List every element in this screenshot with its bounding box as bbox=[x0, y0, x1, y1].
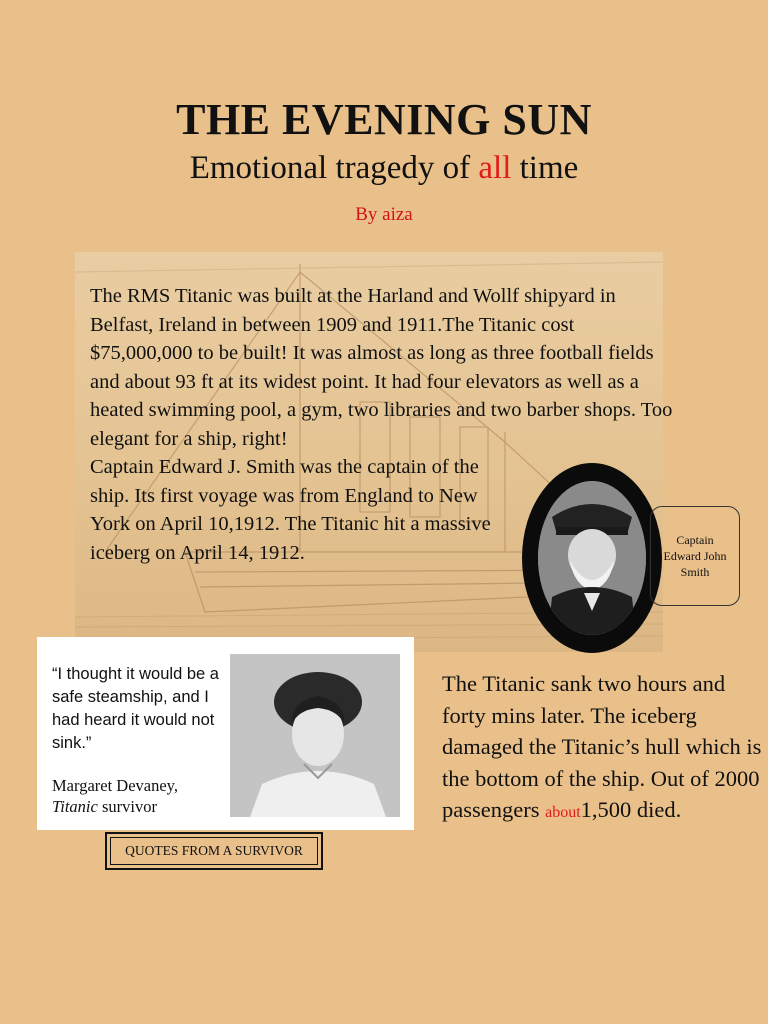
survivor-quote: “I thought it would be a safe steamship, and I had heard it would not sink.” bbox=[52, 665, 219, 752]
survivor-portrait-icon bbox=[230, 654, 400, 817]
survivor-name: Margaret Devaney, bbox=[52, 776, 178, 795]
article-paragraph-1: The RMS Titanic was built at the Harland and Wollf shipyard in Belfast, Ireland in between 1909 and 1911.The Titanic cost $75,000,000 to be built! It was almost as long as three football fields and about 93 ft at its widest point. It had four elevators as well as a heated swimming pool, a gym, two libraries and two barber shops. Too elegant for a ship, right! bbox=[90, 285, 673, 450]
about-accent: about bbox=[545, 804, 581, 821]
headline-post: time bbox=[511, 150, 579, 186]
newspaper-title: THE EVENING SUN bbox=[176, 95, 592, 144]
survivor-role-italic: Titanic bbox=[52, 797, 98, 816]
survivor-photo bbox=[230, 654, 400, 817]
masthead bbox=[0, 92, 768, 188]
captain-caption-text: Captain Edward John Smith bbox=[663, 533, 727, 579]
quote-attribution bbox=[52, 775, 232, 817]
quotes-label-text: QUOTES FROM A SURVIVOR bbox=[125, 843, 303, 858]
second-article-tail: 1,500 died. bbox=[580, 797, 682, 822]
captain-photo bbox=[538, 481, 646, 635]
byline: By aiza bbox=[355, 204, 413, 225]
article-paragraph-2: Captain Edward J. Smith was the captain of the ship. Its first voyage was from England to New York on April 10,1912. The Titanic hit a massive iceberg on April 14, 1912. bbox=[90, 456, 491, 564]
second-article-text: The Titanic sank two hours and forty mins later. The iceberg damaged the Titanic’s hull which is the bottom of the ship. Out of 2000 passengers bbox=[442, 671, 762, 822]
survivor-quote-card bbox=[37, 637, 414, 830]
headline-accent: all bbox=[478, 150, 512, 186]
captain-caption bbox=[650, 506, 740, 606]
captain-portrait-icon bbox=[538, 481, 646, 635]
headline bbox=[0, 148, 768, 188]
quotes-label-box bbox=[105, 832, 323, 870]
captain-portrait-frame bbox=[522, 463, 662, 653]
headline-pre: Emotional tragedy of bbox=[189, 150, 479, 186]
survivor-role-rest: survivor bbox=[97, 797, 157, 816]
second-article bbox=[442, 668, 764, 829]
survivor-role bbox=[52, 796, 232, 817]
